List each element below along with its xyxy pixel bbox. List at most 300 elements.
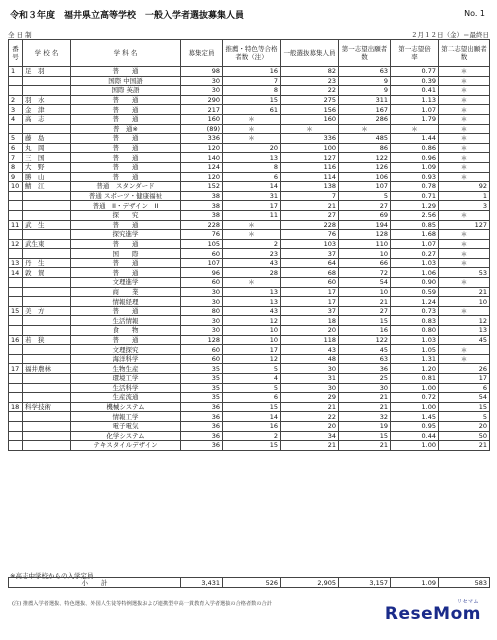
row-first-ratio: 0.95 — [391, 421, 439, 431]
row-school — [23, 345, 71, 355]
row-recommended: 7 — [223, 76, 281, 86]
row-department: 国 際 — [71, 249, 181, 259]
row-recommended: 15 — [223, 95, 281, 105]
row-number: 4 — [9, 114, 23, 124]
table-row — [9, 172, 490, 182]
row-second-applicants: 54 — [439, 393, 490, 403]
row-second-applicants: 21 — [439, 441, 490, 451]
page-title: 令和３年度 福井県立高等学校 一般入学者選抜募集人員 — [10, 11, 245, 21]
subtotal-label: 小 計 — [9, 578, 181, 588]
row-recommended: 43 — [223, 258, 281, 268]
row-second-applicants: 17 — [439, 374, 490, 384]
row-recommended: 31 — [223, 191, 281, 201]
table-row — [9, 354, 490, 364]
row-second-applicants: ＊ — [439, 306, 490, 316]
row-general: 118 — [281, 335, 339, 345]
logo-kana: リセマム — [457, 599, 479, 605]
row-recommended: 17 — [223, 345, 281, 355]
row-quota: 30 — [181, 287, 223, 297]
row-school: 科学技術 — [23, 402, 71, 412]
row-second-applicants: ＊ — [439, 114, 490, 124]
page-number: No. 1 — [464, 9, 485, 18]
row-department: 機械システム — [71, 402, 181, 412]
row-number: 5 — [9, 134, 23, 144]
row-school — [23, 86, 71, 96]
row-quota: 160 — [181, 114, 223, 124]
row-general: 114 — [281, 172, 339, 182]
row-department: 海洋科学 — [71, 354, 181, 364]
row-general: 116 — [281, 162, 339, 172]
row-general: 23 — [281, 76, 339, 86]
row-number — [9, 421, 23, 431]
col-first-applicants: 第一志望出願者数 — [339, 40, 391, 67]
row-number — [9, 326, 23, 336]
row-first-applicants: ＊ — [339, 124, 391, 134]
row-recommended: 6 — [223, 393, 281, 403]
row-second-applicants: 6 — [439, 383, 490, 393]
table-row — [9, 431, 490, 441]
row-number — [9, 86, 23, 96]
table-row — [9, 191, 490, 201]
row-second-applicants: ＊ — [439, 95, 490, 105]
row-first-applicants: 122 — [339, 335, 391, 345]
row-general: 34 — [281, 431, 339, 441]
row-second-applicants: 12 — [439, 316, 490, 326]
row-recommended: 8 — [223, 86, 281, 96]
table-row — [9, 441, 490, 451]
row-quota: 290 — [181, 95, 223, 105]
row-second-applicants: ＊ — [439, 162, 490, 172]
row-first-applicants: 66 — [339, 258, 391, 268]
row-recommended: 16 — [223, 421, 281, 431]
row-first-applicants: 32 — [339, 412, 391, 422]
row-second-applicants: ＊ — [439, 105, 490, 115]
row-general: 22 — [281, 86, 339, 96]
row-quota: 36 — [181, 421, 223, 431]
table-row — [9, 345, 490, 355]
row-first-ratio: 0.81 — [391, 374, 439, 384]
table-row — [9, 316, 490, 326]
row-recommended: ＊ — [223, 114, 281, 124]
row-first-applicants: 9 — [339, 76, 391, 86]
row-second-applicants: 13 — [439, 326, 490, 336]
row-first-applicants: 21 — [339, 402, 391, 412]
row-quota: 30 — [181, 76, 223, 86]
row-quota: 38 — [181, 210, 223, 220]
row-first-applicants: 21 — [339, 393, 391, 403]
row-second-applicants: ＊ — [439, 249, 490, 259]
table-body — [9, 67, 490, 451]
row-quota: 30 — [181, 297, 223, 307]
row-quota: 217 — [181, 105, 223, 115]
row-department: 普 通 — [71, 105, 181, 115]
row-first-ratio: 1.00 — [391, 441, 439, 451]
row-second-applicants: ＊ — [439, 210, 490, 220]
row-quota: 60 — [181, 345, 223, 355]
row-department: 普 通 — [71, 114, 181, 124]
row-recommended: 13 — [223, 153, 281, 163]
course-type: 全 日 制 — [8, 31, 32, 39]
table-row — [9, 421, 490, 431]
row-recommended: 15 — [223, 402, 281, 412]
row-general: 64 — [281, 258, 339, 268]
row-department: 生活情報 — [71, 316, 181, 326]
subtotal-table — [8, 577, 490, 588]
row-department: 普通 スタンダード — [71, 182, 181, 192]
row-quota: 30 — [181, 316, 223, 326]
row-number: 7 — [9, 153, 23, 163]
row-department: 食 物 — [71, 326, 181, 336]
date-label: ２月１２日（金）＝最終日 — [411, 31, 489, 39]
row-department: 探 究 — [71, 210, 181, 220]
row-second-applicants: 45 — [439, 335, 490, 345]
row-number — [9, 191, 23, 201]
row-recommended: ＊ — [223, 220, 281, 230]
row-second-applicants: ＊ — [439, 239, 490, 249]
row-school — [23, 191, 71, 201]
row-second-applicants: ＊ — [439, 172, 490, 182]
row-general: 29 — [281, 393, 339, 403]
row-first-ratio: 1.13 — [391, 95, 439, 105]
row-quota: 35 — [181, 383, 223, 393]
row-first-applicants: 106 — [339, 172, 391, 182]
row-first-applicants: 69 — [339, 210, 391, 220]
row-quota: 36 — [181, 402, 223, 412]
row-second-applicants: ＊ — [439, 86, 490, 96]
row-number — [9, 287, 23, 297]
resemom-logo — [384, 599, 481, 624]
row-number: 16 — [9, 335, 23, 345]
row-second-applicants: 50 — [439, 431, 490, 441]
row-first-ratio: 0.41 — [391, 86, 439, 96]
table-row — [9, 153, 490, 163]
row-first-applicants: 63 — [339, 354, 391, 364]
row-number: 15 — [9, 306, 23, 316]
row-department: 普 通※ — [71, 124, 181, 134]
row-first-applicants: 5 — [339, 191, 391, 201]
row-school: 美 方 — [23, 306, 71, 316]
row-first-applicants: 126 — [339, 162, 391, 172]
row-department: 国際 英語 — [71, 86, 181, 96]
row-second-applicants: ＊ — [439, 278, 490, 288]
row-recommended: 61 — [223, 105, 281, 115]
row-first-ratio: 1.03 — [391, 335, 439, 345]
row-school: 大 野 — [23, 162, 71, 172]
row-first-applicants: 21 — [339, 297, 391, 307]
row-recommended: 12 — [223, 316, 281, 326]
row-quota: 60 — [181, 278, 223, 288]
subtotal-quota: 3,431 — [181, 578, 223, 588]
table-row — [9, 278, 490, 288]
row-first-applicants: 16 — [339, 326, 391, 336]
row-number — [9, 278, 23, 288]
row-first-ratio: 0.27 — [391, 249, 439, 259]
row-first-ratio: 2.56 — [391, 210, 439, 220]
row-school — [23, 297, 71, 307]
row-general: 20 — [281, 421, 339, 431]
row-number: 1 — [9, 67, 23, 77]
row-quota: 35 — [181, 374, 223, 384]
row-first-ratio: 1.00 — [391, 402, 439, 412]
row-number: 2 — [9, 95, 23, 105]
row-school: 武 生 — [23, 220, 71, 230]
row-recommended: 20 — [223, 143, 281, 153]
row-recommended: 2 — [223, 431, 281, 441]
row-school: 若 狭 — [23, 335, 71, 345]
row-recommended: 13 — [223, 287, 281, 297]
row-recommended: 16 — [223, 67, 281, 77]
row-first-ratio: 1.79 — [391, 114, 439, 124]
row-general: 76 — [281, 230, 339, 240]
row-department: 環境工学 — [71, 374, 181, 384]
row-number: 3 — [9, 105, 23, 115]
row-department: 生物生産 — [71, 364, 181, 374]
row-first-ratio: 1.29 — [391, 201, 439, 211]
row-department: 文理探究 — [71, 345, 181, 355]
subtotal-recommended: 526 — [223, 578, 281, 588]
row-first-ratio: 1.07 — [391, 105, 439, 115]
row-school: 高 志 — [23, 114, 71, 124]
row-first-applicants: 30 — [339, 383, 391, 393]
row-number — [9, 201, 23, 211]
row-first-ratio: 1.07 — [391, 239, 439, 249]
row-first-applicants: 286 — [339, 114, 391, 124]
row-first-applicants: 122 — [339, 153, 391, 163]
row-second-applicants: 1 — [439, 191, 490, 201]
row-first-ratio: 1.05 — [391, 345, 439, 355]
row-school — [23, 431, 71, 441]
row-school: 勝 山 — [23, 172, 71, 182]
row-number — [9, 249, 23, 259]
row-department: 普 通 — [71, 67, 181, 77]
row-quota: 140 — [181, 153, 223, 163]
row-department: 普 通 — [71, 335, 181, 345]
row-first-applicants: 72 — [339, 268, 391, 278]
row-first-applicants: 110 — [339, 239, 391, 249]
row-number — [9, 316, 23, 326]
col-quota: 募集定員 — [181, 40, 223, 67]
row-second-applicants: 3 — [439, 201, 490, 211]
row-recommended: 14 — [223, 412, 281, 422]
row-general: 17 — [281, 287, 339, 297]
row-first-applicants: 10 — [339, 249, 391, 259]
table-row — [9, 201, 490, 211]
row-number: 13 — [9, 258, 23, 268]
col-general: 一般選抜募集人員 — [281, 40, 339, 67]
row-number — [9, 124, 23, 134]
row-second-applicants: ＊ — [439, 67, 490, 77]
row-school — [23, 76, 71, 86]
row-first-ratio: 1.00 — [391, 383, 439, 393]
row-recommended: 2 — [223, 239, 281, 249]
row-number — [9, 297, 23, 307]
row-general: 100 — [281, 143, 339, 153]
row-second-applicants: ＊ — [439, 76, 490, 86]
row-quota: 35 — [181, 393, 223, 403]
row-department: 化学システム — [71, 431, 181, 441]
row-first-ratio: 1.06 — [391, 268, 439, 278]
subtotal-first-applicants: 3,157 — [339, 578, 391, 588]
row-quota: 105 — [181, 239, 223, 249]
row-general: 27 — [281, 210, 339, 220]
row-first-applicants: 311 — [339, 95, 391, 105]
row-second-applicants: 5 — [439, 412, 490, 422]
row-general: 30 — [281, 383, 339, 393]
row-school — [23, 210, 71, 220]
table-row — [9, 364, 490, 374]
row-quota: 36 — [181, 431, 223, 441]
row-quota: 124 — [181, 162, 223, 172]
row-recommended: ＊ — [223, 134, 281, 144]
row-first-ratio: 0.44 — [391, 431, 439, 441]
row-department: 情報経理 — [71, 297, 181, 307]
row-general: 21 — [281, 201, 339, 211]
row-school: 丹 生 — [23, 258, 71, 268]
row-quota: 36 — [181, 441, 223, 451]
row-first-ratio: 0.93 — [391, 172, 439, 182]
row-quota: 336 — [181, 134, 223, 144]
footnote: (注) 推薦入学者選抜、特色選抜、外国人生徒等特例選抜および連携型中高一貫教育入学者選抜の合格者数の合計 — [12, 601, 272, 607]
row-department: 文理進学 — [71, 278, 181, 288]
table-row — [9, 383, 490, 393]
row-quota: 120 — [181, 143, 223, 153]
note: ※高志中学校からの入学定員 — [10, 572, 94, 580]
row-first-applicants: 86 — [339, 143, 391, 153]
row-recommended: 23 — [223, 249, 281, 259]
row-second-applicants: 20 — [439, 421, 490, 431]
row-second-applicants: ＊ — [439, 153, 490, 163]
row-department: 普 通 — [71, 239, 181, 249]
row-school: 羽 水 — [23, 95, 71, 105]
subtotal-second-applicants: 583 — [439, 578, 490, 588]
row-school — [23, 124, 71, 134]
row-quota: 152 — [181, 182, 223, 192]
col-second-applicants: 第二志望出願者数 — [439, 40, 490, 67]
row-number: 18 — [9, 402, 23, 412]
row-recommended: 14 — [223, 182, 281, 192]
row-number: 14 — [9, 268, 23, 278]
table-row — [9, 326, 490, 336]
row-school: 敦 賀 — [23, 268, 71, 278]
row-first-ratio: 1.24 — [391, 297, 439, 307]
row-general: 22 — [281, 412, 339, 422]
row-first-ratio: 1.20 — [391, 364, 439, 374]
row-general: 138 — [281, 182, 339, 192]
table-row — [9, 230, 490, 240]
row-school: 金 津 — [23, 105, 71, 115]
row-school: 丸 岡 — [23, 143, 71, 153]
row-first-ratio: 0.80 — [391, 326, 439, 336]
row-department: 普 通 — [71, 95, 181, 105]
row-first-applicants: 15 — [339, 431, 391, 441]
row-school: 福井農林 — [23, 364, 71, 374]
row-school: 鯖 江 — [23, 182, 71, 192]
row-second-applicants: ＊ — [439, 230, 490, 240]
row-second-applicants: ＊ — [439, 143, 490, 153]
row-first-applicants: 63 — [339, 67, 391, 77]
row-first-applicants: 167 — [339, 105, 391, 115]
row-number: 8 — [9, 162, 23, 172]
row-recommended: 43 — [223, 306, 281, 316]
table-row — [9, 393, 490, 403]
row-recommended: 5 — [223, 383, 281, 393]
row-second-applicants: 10 — [439, 297, 490, 307]
row-general: 21 — [281, 402, 339, 412]
row-general: ＊ — [281, 124, 339, 134]
admissions-table — [8, 39, 490, 451]
row-department: 普 通 — [71, 268, 181, 278]
row-department: 電子電気 — [71, 421, 181, 431]
row-first-ratio: 1.31 — [391, 354, 439, 364]
row-first-ratio: 1.03 — [391, 258, 439, 268]
table-row — [9, 124, 490, 134]
col-recommended: 推薦・特色等合格者数（注） — [223, 40, 281, 67]
row-general: 31 — [281, 374, 339, 384]
row-department: 情報工学 — [71, 412, 181, 422]
row-school — [23, 393, 71, 403]
row-department: 普 通 — [71, 220, 181, 230]
row-department: 探究進学 — [71, 230, 181, 240]
row-school — [23, 441, 71, 451]
row-general: 20 — [281, 326, 339, 336]
table-row — [9, 114, 490, 124]
subtotal-row — [9, 578, 490, 588]
row-number — [9, 431, 23, 441]
row-first-ratio: 0.85 — [391, 220, 439, 230]
row-first-ratio: 0.96 — [391, 153, 439, 163]
subtotal-ratio: 1.09 — [391, 578, 439, 588]
row-first-ratio: 0.73 — [391, 306, 439, 316]
row-first-applicants: 27 — [339, 306, 391, 316]
row-quota: 38 — [181, 201, 223, 211]
row-department: 普 通 — [71, 162, 181, 172]
row-school — [23, 249, 71, 259]
row-general: 82 — [281, 67, 339, 77]
row-quota: 60 — [181, 354, 223, 364]
col-school: 学 校 名 — [23, 40, 71, 67]
table-row — [9, 287, 490, 297]
row-quota: 30 — [181, 86, 223, 96]
row-first-applicants: 9 — [339, 86, 391, 96]
table-row — [9, 258, 490, 268]
row-second-applicants: 53 — [439, 268, 490, 278]
row-number — [9, 441, 23, 451]
row-first-ratio: 1.09 — [391, 162, 439, 172]
row-general: 43 — [281, 345, 339, 355]
row-recommended: ＊ — [223, 278, 281, 288]
row-general: 37 — [281, 306, 339, 316]
table-row — [9, 105, 490, 115]
row-recommended: 28 — [223, 268, 281, 278]
row-general: 17 — [281, 297, 339, 307]
row-first-applicants: 128 — [339, 230, 391, 240]
row-first-applicants: 21 — [339, 441, 391, 451]
row-department: 生産流通 — [71, 393, 181, 403]
table-row — [9, 67, 490, 77]
row-school — [23, 316, 71, 326]
row-quota: 35 — [181, 364, 223, 374]
row-recommended: 6 — [223, 172, 281, 182]
row-school — [23, 421, 71, 431]
row-first-applicants: 107 — [339, 182, 391, 192]
row-number: 9 — [9, 172, 23, 182]
row-recommended: 5 — [223, 364, 281, 374]
table-row — [9, 297, 490, 307]
row-school: 藤 島 — [23, 134, 71, 144]
row-number: 12 — [9, 239, 23, 249]
row-first-applicants: 194 — [339, 220, 391, 230]
row-number — [9, 210, 23, 220]
